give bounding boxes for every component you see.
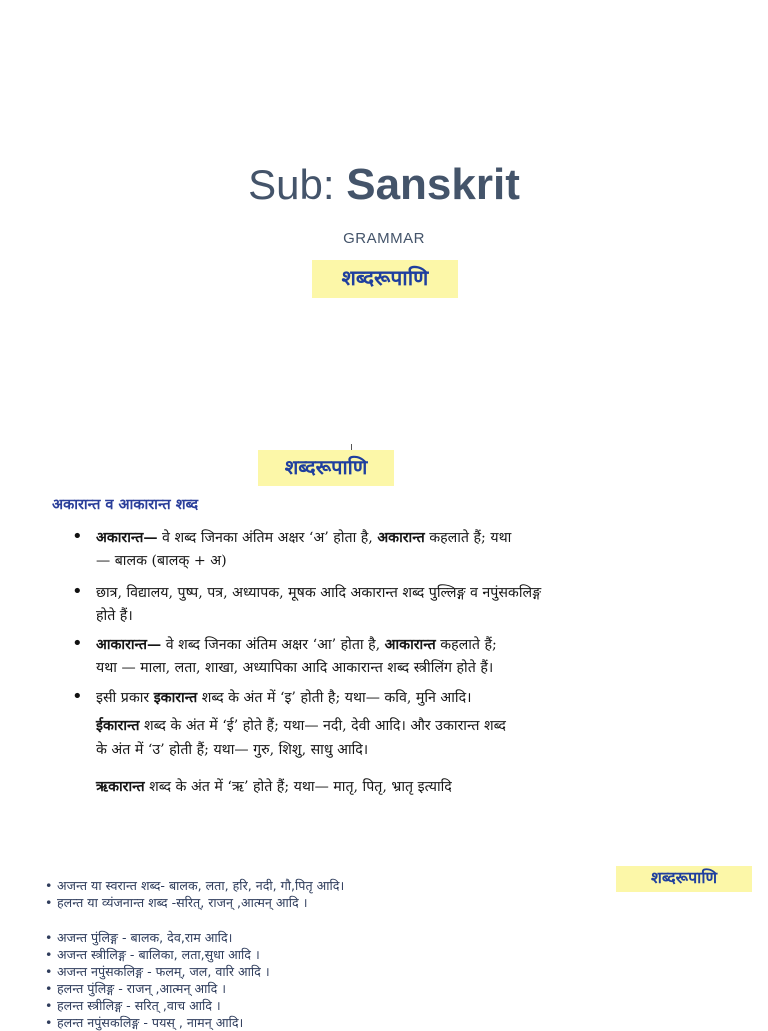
bullet-4-line-3: के अंत में ‘उ’ होती हैं; यथा— गुरु, शिशु, साधु आदि। (96, 742, 369, 758)
gender-types-list (45, 929, 270, 1031)
word-types-list (45, 877, 344, 911)
bullet-4-line-4: ऋकारान्त शब्द के अंत में ‘ऋ’ होते हैं; यथा— मातृ, पितृ, भ्रातृ इत्यादि (96, 779, 452, 795)
bullet-icon: • (72, 526, 83, 547)
section-heading: अकारान्त व आकारान्त शब्द (52, 496, 199, 513)
bullet-icon: • (72, 633, 83, 654)
title-prefix: Sub: (248, 161, 347, 208)
shabdarupani-badge: शब्दरूपाणि (258, 450, 394, 486)
bullet-3-line-1: आकारान्त— वे शब्द जिनका अंतिम अक्षर ‘आ’ होता है, आकारान्त कहलाते हैं; (96, 637, 497, 653)
bullet-2-line-2: होते हैं। (96, 608, 133, 624)
bullet-1-line-1: अकारान्त— वे शब्द जिनका अंतिम अक्षर ‘अ’ होता है, अकारान्त कहलाते हैं; यथा (96, 530, 512, 546)
title-main: Sanskrit (346, 160, 520, 209)
shabdarupani-badge: शब्दरूपाणि (312, 260, 458, 298)
subtitle: GRAMMAR (343, 230, 425, 247)
bullet-icon: • (72, 581, 83, 602)
list-item: • हलन्त पुंलिङ्ग - राजन् ,आत्मन् आदि । (45, 981, 227, 996)
page-title (0, 160, 768, 210)
list-item: • अजन्त या स्वरान्त शब्द- बालक, लता, हरि, नदी, गौ,पितृ आदि। (45, 878, 345, 893)
list-item: • अजन्त स्त्रीलिङ्ग - बालिका, लता,सुधा आदि । (45, 947, 260, 962)
list-item: • अजन्त पुंलिङ्ग - बालक, देव,राम आदि। (45, 930, 233, 945)
shabdarupani-badge: शब्दरूपाणि (616, 866, 752, 892)
bullet-icon: • (72, 686, 83, 707)
bullet-4-line-2: ईकारान्त शब्द के अंत में ‘ई’ होते हैं; यथा— नदी, देवी आदि। और उकारान्त शब्द (96, 718, 506, 734)
list-item: • हलन्त नपुंसकलिङ्ग - पयस् , नामन् आदि। (45, 1015, 244, 1030)
list-item: • अजन्त नपुंसकलिङ्ग - फलम्, जल, वारि आदि । (45, 964, 270, 979)
bullet-3-line-2: यथा — माला, लता, शाखा, अध्यापिका आदि आकारान्त शब्द स्त्रीलिंग होते हैं। (96, 660, 494, 676)
bullet-2-line-1: छात्र, विद्यालय, पुष्प, पत्र, अध्यापक, मूषक आदि अकारान्त शब्द पुल्लिङ्ग व नपुंसकलिङ्ग (96, 585, 542, 601)
bullet-4-line-1: इसी प्रकार इकारान्त शब्द के अंत में ‘इ’ होती है; यथा— कवि, मुनि आदि। (96, 690, 472, 706)
list-item: • हलन्त या व्यंजनान्त शब्द -सरित्, राजन् ,आत्मन् आदि । (45, 895, 308, 910)
list-item: • हलन्त स्त्रीलिङ्ग - सरित् ,वाच आदि । (45, 998, 221, 1013)
bullet-1-line-2: — बालक (बालक् + अ) (96, 553, 227, 569)
